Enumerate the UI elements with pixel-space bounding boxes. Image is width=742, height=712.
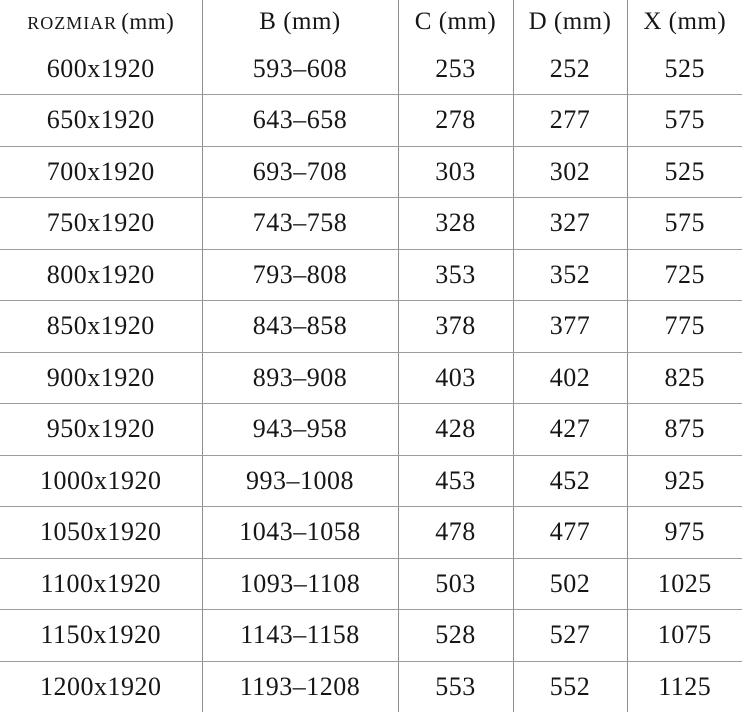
cell-x: 525 <box>627 146 742 198</box>
cell-d: 277 <box>513 95 627 147</box>
cell-rozmiar: 1100x1920 <box>0 558 202 610</box>
cell-d: 552 <box>513 661 627 712</box>
cell-d: 402 <box>513 352 627 404</box>
cell-rozmiar: 900x1920 <box>0 352 202 404</box>
cell-rozmiar: 850x1920 <box>0 301 202 353</box>
cell-d: 527 <box>513 610 627 662</box>
cell-b: 1193–1208 <box>202 661 398 712</box>
table-row <box>0 198 742 250</box>
cell-x: 775 <box>627 301 742 353</box>
cell-b: 643–658 <box>202 95 398 147</box>
cell-c: 528 <box>398 610 513 662</box>
cell-b: 843–858 <box>202 301 398 353</box>
cell-d: 352 <box>513 249 627 301</box>
cell-rozmiar: 650x1920 <box>0 95 202 147</box>
table-row <box>0 610 742 662</box>
cell-c: 503 <box>398 558 513 610</box>
cell-x: 525 <box>627 44 742 95</box>
cell-b: 1093–1108 <box>202 558 398 610</box>
cell-c: 353 <box>398 249 513 301</box>
column-header-rozmiar <box>0 0 202 44</box>
cell-d: 427 <box>513 404 627 456</box>
cell-rozmiar: 1000x1920 <box>0 455 202 507</box>
cell-c: 303 <box>398 146 513 198</box>
table-body <box>0 44 742 712</box>
header-row <box>0 0 742 44</box>
table-header <box>0 0 742 44</box>
rozmiar-unit: (mm) <box>121 9 175 34</box>
column-header-c: C (mm) <box>398 0 513 44</box>
cell-d: 302 <box>513 146 627 198</box>
table-row <box>0 404 742 456</box>
cell-x: 1025 <box>627 558 742 610</box>
cell-c: 428 <box>398 404 513 456</box>
table-row <box>0 558 742 610</box>
cell-x: 575 <box>627 95 742 147</box>
table-row <box>0 44 742 95</box>
cell-c: 478 <box>398 507 513 559</box>
table-row <box>0 661 742 712</box>
cell-c: 403 <box>398 352 513 404</box>
cell-c: 378 <box>398 301 513 353</box>
cell-c: 278 <box>398 95 513 147</box>
cell-c: 453 <box>398 455 513 507</box>
cell-rozmiar: 1150x1920 <box>0 610 202 662</box>
cell-rozmiar: 950x1920 <box>0 404 202 456</box>
cell-b: 593–608 <box>202 44 398 95</box>
cell-b: 793–808 <box>202 249 398 301</box>
table-row <box>0 146 742 198</box>
cell-x: 825 <box>627 352 742 404</box>
cell-rozmiar: 700x1920 <box>0 146 202 198</box>
cell-b: 893–908 <box>202 352 398 404</box>
table-row <box>0 455 742 507</box>
cell-d: 377 <box>513 301 627 353</box>
cell-rozmiar: 1200x1920 <box>0 661 202 712</box>
table-row <box>0 249 742 301</box>
cell-x: 725 <box>627 249 742 301</box>
cell-rozmiar: 800x1920 <box>0 249 202 301</box>
cell-x: 925 <box>627 455 742 507</box>
cell-d: 502 <box>513 558 627 610</box>
cell-b: 693–708 <box>202 146 398 198</box>
cell-rozmiar: 600x1920 <box>0 44 202 95</box>
cell-d: 477 <box>513 507 627 559</box>
cell-b: 993–1008 <box>202 455 398 507</box>
cell-x: 875 <box>627 404 742 456</box>
cell-rozmiar: 750x1920 <box>0 198 202 250</box>
table-row <box>0 507 742 559</box>
cell-b: 1143–1158 <box>202 610 398 662</box>
rozmiar-label: ROZMIAR <box>27 13 118 33</box>
column-header-d: D (mm) <box>513 0 627 44</box>
cell-c: 253 <box>398 44 513 95</box>
column-header-b: B (mm) <box>202 0 398 44</box>
cell-d: 452 <box>513 455 627 507</box>
table-row <box>0 352 742 404</box>
table-row <box>0 95 742 147</box>
cell-b: 943–958 <box>202 404 398 456</box>
cell-c: 328 <box>398 198 513 250</box>
cell-x: 575 <box>627 198 742 250</box>
cell-d: 252 <box>513 44 627 95</box>
cell-c: 553 <box>398 661 513 712</box>
cell-b: 1043–1058 <box>202 507 398 559</box>
table-row <box>0 301 742 353</box>
cell-rozmiar: 1050x1920 <box>0 507 202 559</box>
cell-x: 1075 <box>627 610 742 662</box>
cell-x: 1125 <box>658 671 712 701</box>
column-header-x: X (mm) <box>643 8 727 35</box>
cell-d: 327 <box>513 198 627 250</box>
cell-b: 743–758 <box>202 198 398 250</box>
cell-x: 975 <box>627 507 742 559</box>
